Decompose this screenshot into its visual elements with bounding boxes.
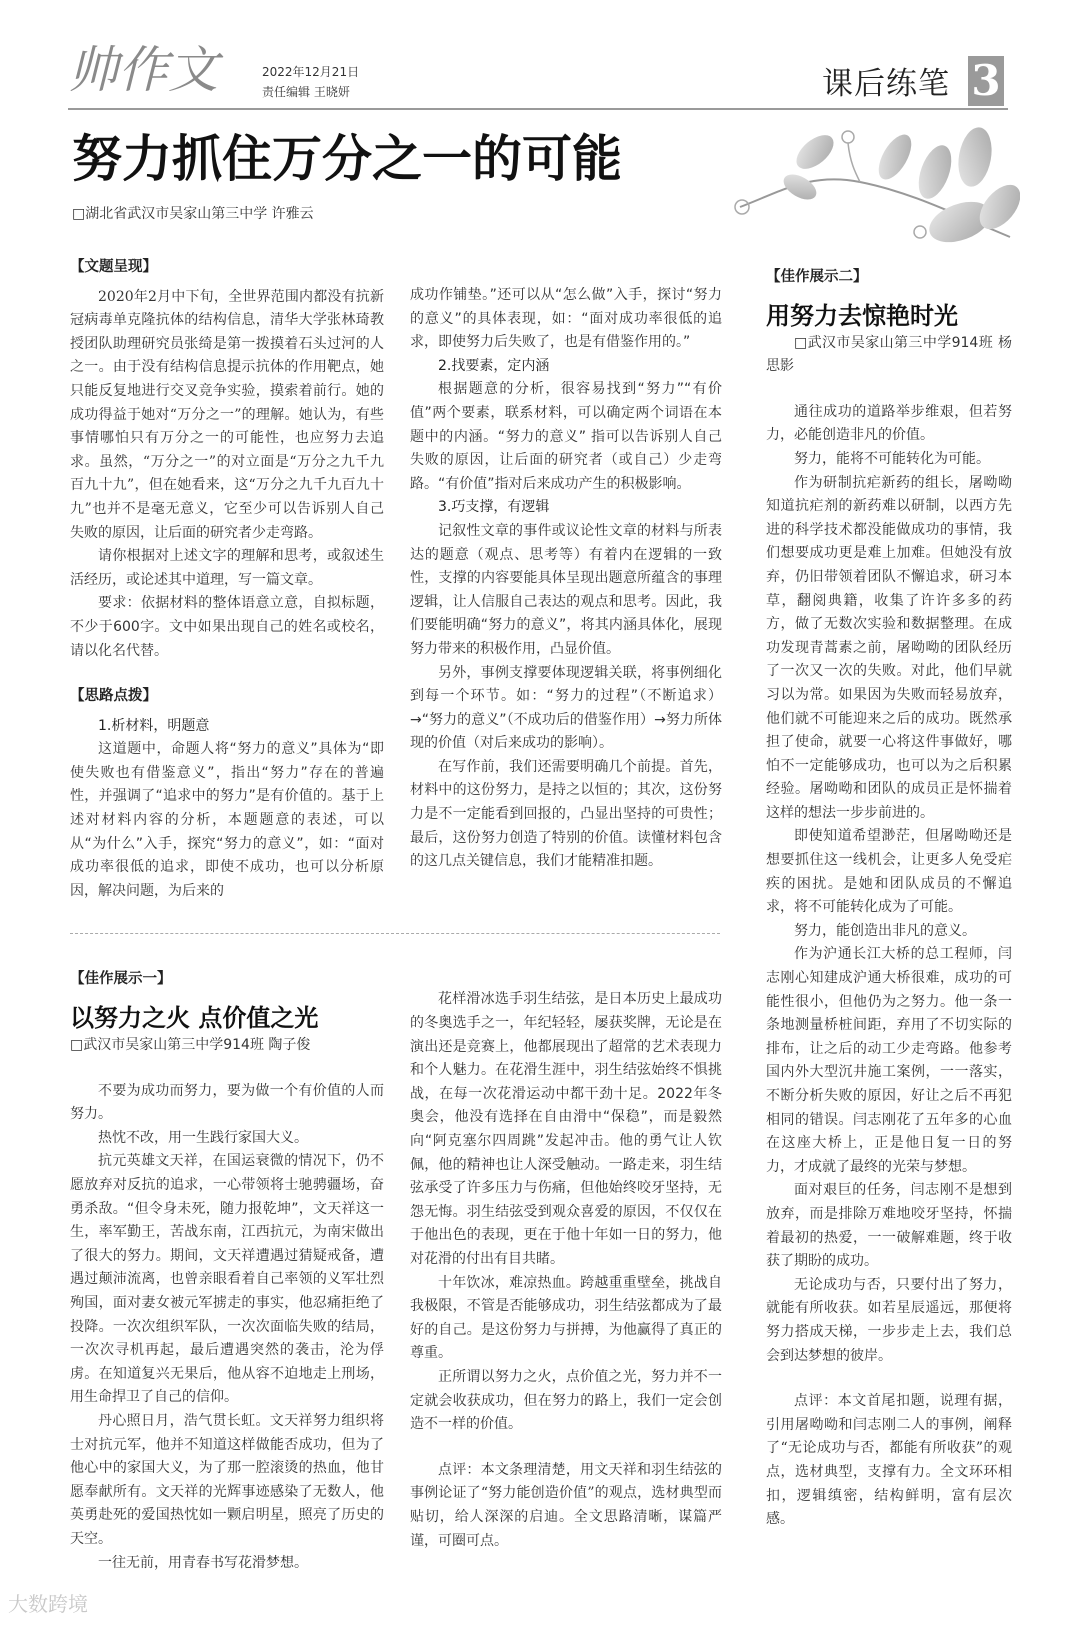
prompt-paragraph: 2020年2月中下旬，全世界范围内都没有抗新冠病毒单克隆抗体的结构信息，清华大学张林琦教授团队助理研究员张绮是第一拨摸着石头过河的人之一。由于没有结构信息提示抗体的作用靶点，她只能反复地进行交叉竞争实验，摸索着前行。她的成功得益于她对“万分之一”的理解。她认为，有些事情哪怕只有万分之一的可能性，也应努力去追求。虽然，“万分之一”的对立面是“万分之九千九百九十九”，但在她看来，这“万分之九千九百九十九”也并不是毫无意义，它至少可以告诉别人自己失败的原因，让后面的研究者少走弯路。 (70, 288, 384, 541)
paragraph: 作为沪通长江大桥的总工程师，闫志刚心知建成沪通大桥很难，成功的可能性很小，但他仍为之努力。他一条一条地测量桥桩间距，弃用了不切实际的排布，让之后的动工少走弯路。他参考国内外大型沉井施工案例，一一落实，不断分析失败的原因，好让之后不再犯相同的错误。闫志刚花了五年多的心血在这座大桥上，正是他日复一日的努力，才成就了最终的光荣与梦想。 (766, 946, 1012, 1175)
paragraph: 作为研制抗疟新药的组长，屠呦呦知道抗疟剂的新药难以研制，以西方先进的科学技术都没能做成功的事情，我们想要成功更是难上加难。但她没有放弃，仍旧带领着团队不懈追求，研习本草，翻阅典籍，收集了许许多多的药方，做了无数次实验和数据整理。在成功发现青蒿素之前，屠呦呦的团队经历了一次又一次的失败。对此，他们早就习以为常。如果因为失败而轻易放弃，他们就不可能迎来之后的成功。既然承担了使命，就要一心将这件事做好，哪怕不一定能够成功，也可以为之后积累经验。屠呦呦和团队的成员正是怀揣着这样的想法一步步前进的。 (766, 474, 1012, 821)
paragraph: 请你根据对上述文字的理解和思考，或叙述生活经历，或论述其中道理，写一篇文章。 (70, 548, 384, 588)
column-guidance-continued (410, 284, 722, 874)
column-prompt-and-guidance (70, 256, 384, 903)
article-title: 努力抓住万分之一的可能 (72, 129, 622, 188)
paragraph: 这道题中，命题人将“努力的意义”具体为“即使失败也有借鉴意义”，指出“努力”存在的普遍性，并强调了“追求中的努力”是有价值的。基于上述对材料内容的分析，本题题意的表述，可以从“为什么”入手，探究“努力的意义”，如：“面对成功率很低的追求，即使不成功，也可以分析原因，解决问题，为后来的 (70, 741, 384, 899)
newspaper-logo: 帅作文 (68, 41, 218, 99)
spacer (410, 1437, 722, 1459)
paragraph: 丹心照日月，浩气贯长虹。文天祥努力组织将士对抗元军，他并不知道这样做能否成功，但为了他心中的家国大义，为了那一腔滚烫的热血，他甘愿奉献所有。文天祥的光辉事迹感染了无数人，他英勇赴死的爱国热忱如一颗启明星，照亮了历史的天空。 (70, 1412, 384, 1547)
editor-credit: 责任编辑 王晓妍 (262, 85, 350, 99)
essay-title: 以努力之火 点价值之光 (70, 1004, 319, 1033)
paragraph: 热忱不改，用一生践行家国大义。 (98, 1129, 308, 1146)
paragraph: 即使知道希望渺茫，但屠呦呦还是想要抓住这一线机会，让更多人免受疟疾的困扰。是她和团队成员的不懈追求，将不可能转化成为了可能。 (766, 828, 1012, 916)
paragraph: 努力，能创造出非凡的意义。 (794, 922, 976, 939)
column-sample-essay-one-continued (410, 988, 722, 1553)
subheading: 3.巧支撑，有逻辑 (438, 499, 550, 516)
section-divider (70, 933, 720, 934)
article-byline: □湖北省武汉市吴家山第三中学 许雅云 (72, 206, 314, 222)
spacer (70, 663, 384, 685)
column-sample-essay-one (70, 968, 384, 1575)
essay-title: 用努力去惊艳时光 (766, 301, 958, 330)
column-sample-essay-two (766, 266, 1012, 1532)
paragraph: 成功作铺垫。”还可以从“怎么做”入手，探讨“努力的意义”的具体表现，如：“面对成功率很低的追求，即使努力后失败了，也是有借鉴作用的。” (410, 287, 722, 351)
subheading: 2.找要素，定内涵 (438, 357, 550, 374)
section-heading: 【文题呈现】 (70, 259, 157, 275)
left-area (70, 256, 722, 1575)
paragraph: 花样滑冰选手羽生结弦，是日本历史上最成功的冬奥选手之一，年纪轻轻，屡获奖牌，无论是在演出还是竞赛上，他都展现出了超常的艺术表现力和个人魅力。在花滑生涯中，羽生结弦始终不惧挑战，在每一次花滑运动中都干劲十足。2022年冬奥会，他没有选择在自由滑中“保稳”，而是毅然向“阿克塞尔四周跳”发起冲击。他的勇气让人钦佩，他的精神也让人深受触动。一路走来，羽生结弦承受了许多压力与伤痛，但他始终咬牙坚持，无怨无悔。羽生结弦受到观众喜爱的原因，不仅仅在于他出色的表现，更在于他十年如一日的努力，他对花滑的付出有目共睹。 (410, 991, 722, 1267)
spacer (766, 1368, 1012, 1390)
paragraph: 不要为成功而努力，要为做一个有价值的人而努力。 (70, 1082, 384, 1123)
review-comment: 点评：本文首尾扣题，说理有据，引用屠呦呦和闫志刚二人的事例，阐释了“无论成功与否，都能有所收获”的观点，选材典型，支撑有力。全文环环相扣，逻辑缜密，结构鲜明，富有层次感。 (766, 1393, 1012, 1528)
paragraph: 根据题意的分析，很容易找到“努力”“有价值”两个要素，联系材料，可以确定两个词语在本题中的内涵。“努力的意义” 指可以告诉别人自己失败的原因，让后面的研究者（或自己）少走弯路。“有价值”指对后来成功产生的积极影响。 (410, 381, 722, 492)
review-comment: 点评：本文条理清楚，用文天祥和羽生结弦的事例论证了“努力能创造价值”的观点，选材典型而贴切，给人深深的启迪。全文思路清晰，谋篇严谨，可圈可点。 (410, 1461, 722, 1549)
section-heading: 【佳作展示一】 (70, 971, 172, 988)
spacer (766, 379, 1012, 401)
essay-byline: □武汉市吴家山第三中学914班 陶子俊 (70, 1037, 311, 1054)
section-heading: 【思路点拨】 (70, 688, 157, 705)
article-body (70, 0, 1012, 1625)
guidance-row (70, 256, 722, 903)
paragraph: 在写作前，我们还需要明确几个前提。首先，材料中的这份努力，是持之以恒的；其次，这份努力是不一定能看到回报的，凸显出坚持的可贵性；最后，这份努力创造了特别的价值。读懂材料包含的这几点关键信息，我们才能精准扣题。 (410, 758, 722, 870)
paragraph: 另外，事例支撑要体现逻辑关联，将事例细化到每一个环节。如：“努力的过程”（不断追求）→“努力的意义”（不成功后的借鉴作用）→努力所体现的价值（对后来成功的影响）。 (410, 664, 722, 752)
section-heading: 【佳作展示二】 (766, 269, 868, 285)
paragraph: 面对艰巨的任务，闫志刚不是想到放弃，而是排除万难地咬牙坚持，怀揣着最初的热爱，一一破解难题，终于收获了期盼的成功。 (766, 1182, 1012, 1270)
paragraph: 无论成功与否，只要付出了努力，就能有所收获。如若星辰遥远，那便将努力搭成天梯，一步步走上去，我们总会到达梦想的彼岸。 (766, 1276, 1012, 1364)
paragraph: 通往成功的道路举步维艰，但若努力，必能创造非凡的价值。 (766, 403, 1012, 444)
paragraph: 要求：依据材料的整体语意立意，自拟标题，不少于600字。文中如果出现自己的姓名或校名，请以化名代替。 (70, 595, 384, 659)
watermark: 大数跨境 (8, 1592, 88, 1617)
paragraph: 努力，能将不可能转化为可能。 (794, 450, 990, 467)
page-number-badge: 3 (968, 56, 1004, 106)
paragraph: 记叙性文章的事件或议论性文章的材料与所表达的题意（观点、思考等）有着内在逻辑的一致性，支撑的内容要能具体呈现出题意所蕴含的事理逻辑，让人信服自己表达的观点和思考。因此，我们要能明确“努力的意义”，将其内涵具体化，展现努力带来的积极作用，凸显价值。 (410, 522, 722, 657)
paragraph: 十年饮冰，难凉热血。跨越重重壁垒，挑战自我极限，不管是否能够成功，羽生结弦都成为了最好的自己。是这份努力与拼搏，为他赢得了真正的尊重。 (410, 1274, 722, 1362)
essay-byline: □武汉市吴家山第三中学914班 杨思影 (766, 334, 1012, 375)
section-title: 课后练笔 (822, 66, 950, 102)
issue-date: 2022年12月21日 (262, 65, 360, 79)
paragraph: 正所谓以努力之火，点价值之光，努力并不一定就会收获成功，但在努力的路上，我们一定会创造不一样的价值。 (410, 1368, 722, 1433)
subheading: 1.析材料，明题意 (98, 717, 210, 734)
paragraph: 抗元英雄文天祥，在国运衰微的情况下，仍不愿放弃对反抗的追求，一心带领将士驰骋疆场，奋勇杀敌。“但令身未死，随力报乾坤”，文天祥这一生，率军勤王，苦战东南，江西抗元，为南宋做出了很大的努力。期间，文天祥遭遇过猜疑戒备，遭遇过颠沛流离，也曾亲眼看着自己率领的义军壮烈殉国，面对妻女被元军掳走的事实，他忍痛拒绝了投降。一次次组织军队，一次次面临失败的结局，一次次寻机再起，最后遭遇突然的袭击，沦为俘虏。在知道复兴无果后，他从容不迫地走上刑场，用生命捍卫了自己的信仰。 (70, 1153, 384, 1406)
sample-one-row (70, 968, 722, 1575)
spacer (70, 1058, 384, 1080)
paragraph: 一往无前，用青春书写花滑梦想。 (98, 1554, 308, 1571)
